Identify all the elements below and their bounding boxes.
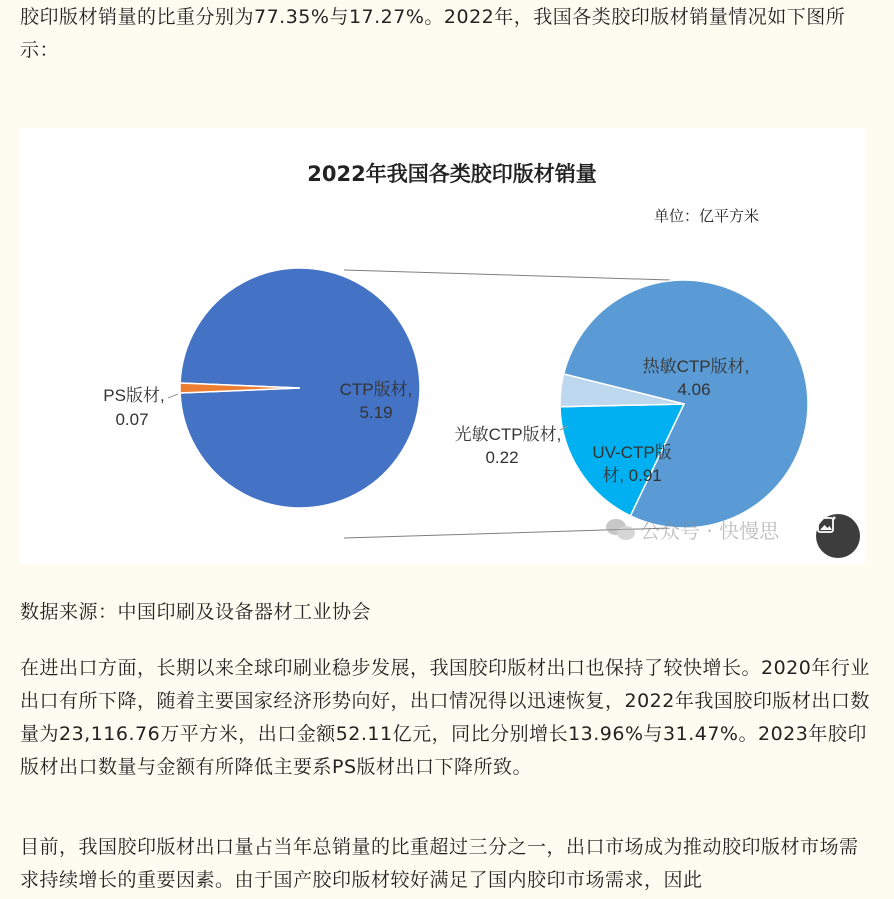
chart-svg (20, 128, 866, 564)
image-search-button[interactable] (816, 514, 860, 558)
image-search-icon (816, 514, 838, 536)
market-paragraph: 目前，我国胶印版材出口量占当年总销量的比重超过三分之一，出口市场成为推动胶印版材市场需求持续增长的重要因素。由于国产胶印版材较好满足了国内胶印市场需求，因此 (20, 836, 859, 891)
uv-label-line2: 材, 0.91 (602, 466, 662, 485)
thermal-label-name: 热敏CTP版材, (642, 357, 750, 376)
ctp-label-value: 5.19 (359, 403, 393, 422)
ps-label-name: PS版材, (103, 386, 165, 405)
ps-leader-line (168, 394, 178, 398)
connector-line-top (344, 270, 670, 280)
photo-label-name: 光敏CTP版材, (454, 425, 562, 444)
chart-unit: 单位：亿平方米 (654, 207, 760, 225)
pie-of-pie-chart (20, 128, 866, 564)
watermark (606, 519, 780, 543)
photo-label-value: 0.22 (485, 448, 519, 467)
thermal-label-value: 4.06 (677, 380, 711, 399)
uv-label-line1: UV-CTP版 (592, 443, 672, 462)
ctp-label-name: CTP版材, (339, 380, 413, 399)
ps-label-value: 0.07 (115, 410, 149, 429)
wechat-icon (606, 519, 635, 540)
export-paragraph: 在进出口方面，长期以来全球印刷业稳步发展，我国胶印版材出口也保持了较快增长。2020年行业出口有所下降，随着主要国家经济形势向好，出口情况得以迅速恢复，2022年我国胶印版材出口数量为23,116.76万平方米，出口金额52.11亿元，同比分别增长13.96%与31.47%。2023年胶印版材出口数量与金额有所降低主要系PS版材出口下降所致。 (20, 657, 870, 778)
chart-title: 2022年我国各类胶印版材销量 (307, 162, 597, 186)
data-source-note: 数据来源：中国印刷及设备器材工业协会 (20, 601, 372, 623)
secondary-pie (560, 280, 808, 528)
intro-paragraph: 胶印版材销量的比重分别为77.35%与17.27%。2022年，我国各类胶印版材销量情况如下图所示： (20, 6, 846, 61)
watermark-text: 公众号 · 快慢思 (640, 519, 780, 543)
